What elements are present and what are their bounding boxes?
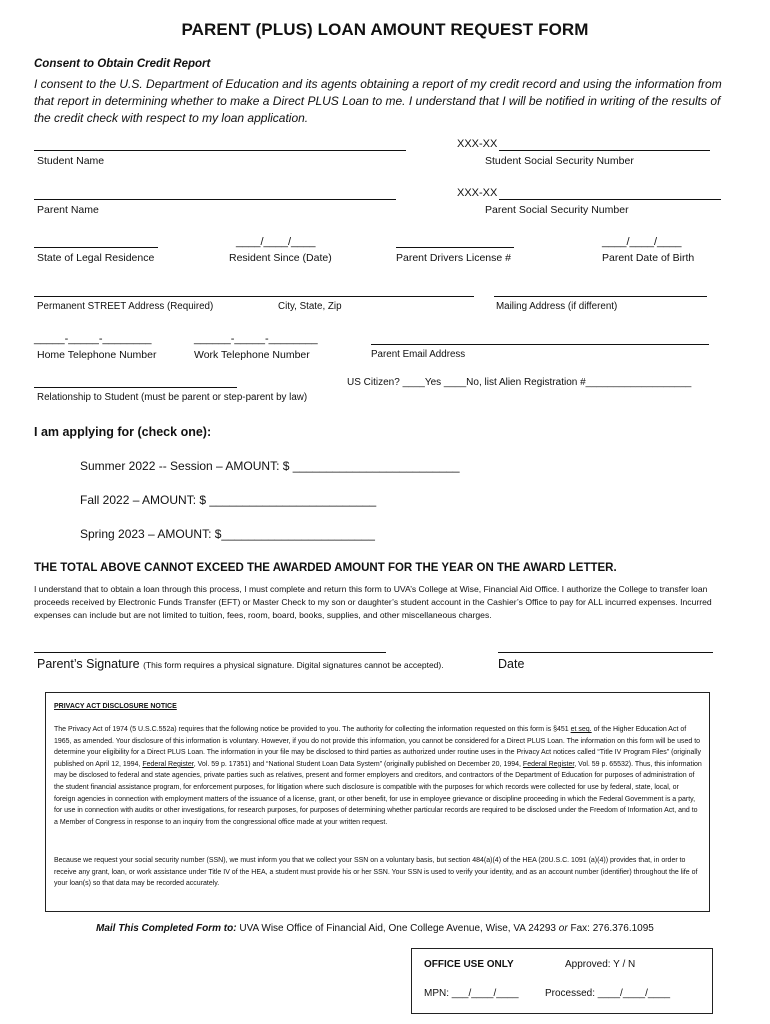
home-phone-label: Home Telephone Number (37, 349, 157, 361)
resident-since-label: Resident Since (Date) (229, 252, 332, 264)
dob-blank[interactable]: ____/____/____ (602, 236, 682, 248)
home-phone-blank[interactable]: _____-_____-________ (34, 333, 152, 345)
privacy-p1-part-b: of the Higher Education Act of 1965, as amended. Your disclosure of this information is voluntary. However, if you do not provide this information, you cannot be considered for a Direct PLUS Loan. The information on this form will be used to determine your eligibility for a Direct PLUS Loan. The information in your file may be disclosed to third parties as authorized under routine uses in the Privacy Act notices called “Title IV Program Files” (originally published on April 12, 1994, (54, 726, 702, 768)
street-address-line[interactable] (34, 296, 474, 297)
privacy-p1-part-a: The Privacy Act of 1974 (5 U.S.C.552a) requires that the following notice be provided to you. The authority for collecting the information requested on this form is §451 (54, 726, 571, 733)
consent-heading: Consent to Obtain Credit Report (34, 58, 211, 70)
mail-address: UVA Wise Office of Financial Aid, One College Avenue, Wise, VA 24293 (236, 923, 559, 934)
option-spring-2023[interactable]: Spring 2023 – AMOUNT: $_______________________ (80, 527, 375, 541)
parent-name-line[interactable] (34, 199, 396, 200)
office-processed: Processed: ____/____/____ (545, 988, 671, 999)
date-line[interactable] (498, 652, 713, 653)
signature-note: (This form requires a physical signature. Digital signatures cannot be accepted). (143, 660, 444, 670)
us-citizen-field[interactable]: US Citizen? ____Yes ____No, list Alien Registration #___________________ (347, 377, 692, 388)
privacy-p1-etseq: et seq. (570, 726, 592, 733)
work-phone-blank[interactable]: ______-_____-________ (194, 333, 318, 345)
drivers-license-label: Parent Drivers License # (396, 252, 511, 264)
relationship-line[interactable] (34, 387, 237, 388)
student-ssn-prefix: XXX-XX (457, 138, 498, 150)
mail-fax: Fax: 276.376.1095 (567, 923, 654, 934)
parent-ssn-prefix: XXX-XX (457, 187, 498, 199)
city-state-zip-label: City, State, Zip (278, 301, 342, 312)
date-label: Date (498, 657, 525, 671)
privacy-p1-part-c: , Vol. 59 p. 17351) and “National Student Loan Data System” (originally published on December 20, 1994, (193, 760, 523, 768)
state-residence-label: State of Legal Residence (37, 252, 155, 264)
mailing-address-line[interactable] (494, 296, 707, 297)
mail-label: Mail This Completed Form to: (96, 923, 237, 934)
parent-email-label: Parent Email Address (371, 349, 466, 360)
student-ssn-label: Student Social Security Number (485, 155, 634, 167)
signature-line[interactable] (34, 652, 386, 653)
office-use-heading: OFFICE USE ONLY (424, 959, 514, 970)
mailing-address-label: Mailing Address (if different) (496, 301, 618, 312)
parent-name-label: Parent Name (37, 204, 99, 216)
privacy-p1-federal-register-1: Federal Register (142, 760, 194, 768)
mail-or: or (558, 923, 568, 934)
work-phone-label: Work Telephone Number (194, 349, 310, 361)
privacy-p1-federal-register-2: Federal Register (522, 760, 575, 768)
office-use-box (411, 948, 713, 1014)
signature-block (37, 657, 444, 671)
drivers-license-line[interactable] (396, 247, 514, 248)
option-fall-2022[interactable]: Fall 2022 – AMOUNT: $ _________________________ (80, 493, 377, 507)
parent-ssn-line[interactable] (499, 199, 721, 200)
applying-heading: I am applying for (check one): (34, 425, 212, 439)
privacy-heading: PRIVACY ACT DISCLOSURE NOTICE (54, 703, 177, 710)
dob-label: Parent Date of Birth (602, 252, 695, 264)
privacy-paragraph-2: Because we request your social security number (SSN), we must inform you that we collect your SSN on a voluntary basis, but section 484(a)(4) of the HEA (20U.S.C. 1091 (a)(4)) provides that, in order to receive any grant, loan, or work assistance under Title IV of the HEA, a student must provide his or her SSN. Your SSN is used to verify your identity, and as an account number (identifier) throughout the life of your loan(s) so that data may be recorded accurately. (54, 857, 698, 888)
resident-since-blank[interactable]: ____/____/____ (236, 236, 316, 248)
privacy-p1-part-d: , Vol. 59 p. 65532). Thus, this information may be disclosed to federal and state agencies, private parties such as relatives, present and former employers and creditors, and contractors of the Department of Education for purposes of administration of the student financial assistance program, for enforcement purposes, for litigation where such disclosure is compatible with the purposes for which records were collected for use by federal, state, local, or foreign agencies in connection with employment matters of the issuance of a license, grant, or other benefit, for use in employee grievance or discipline proceeding in which the Federal Government is a party, for use in connection with audits or other investigations, for research purposes, for purposes of determining whether particular records are required to be disclosed under the Freedom of Information Act, and to a Member of Congress in response to an inquiry from the congressional office made at your written request. (54, 760, 702, 826)
street-address-label: Permanent STREET Address (Required) (37, 301, 214, 312)
privacy-paragraph-1 (54, 724, 702, 828)
option-summer-2022[interactable]: Summer 2022 -- Session – AMOUNT: $ _________________________ (80, 459, 460, 473)
student-ssn-line[interactable] (499, 150, 710, 151)
signature-label: Parent’s Signature (37, 657, 140, 671)
student-name-label: Student Name (37, 155, 105, 167)
consent-text: I consent to the U.S. Department of Education and its agents obtaining a report of my credit record and using the information from that report in determining whether to make a Direct PLUS Loan to me. I understand that I will be notified in writing of the results of the credit check with respect to my loan application. (34, 77, 722, 125)
state-residence-line[interactable] (34, 247, 158, 248)
authorization-text: I understand that to obtain a loan through this process, I must complete and return this form to UVA’s College at Wise, Financial Aid Office. I authorize the College to transfer loan proceeds received by Electronic Funds Transfer (EFT) or Master Check to my son or daughter’s student account in the Cashier’s Office to pay for ALL incurred expenses. Incurred expenses can include but are not limited to tuition, fees, room, board, books, supplies, and other miscellaneous charges. (34, 584, 712, 620)
office-mpn: MPN: ___/____/____ (424, 988, 519, 999)
total-notice: THE TOTAL ABOVE CANNOT EXCEED THE AWARDED AMOUNT FOR THE YEAR ON THE AWARD LETTER. (34, 562, 617, 574)
mail-instructions (96, 923, 654, 934)
parent-email-line[interactable] (371, 344, 709, 345)
office-approved: Approved: Y / N (565, 959, 636, 970)
parent-ssn-label: Parent Social Security Number (485, 204, 629, 216)
form-title: PARENT (PLUS) LOAN AMOUNT REQUEST FORM (181, 20, 589, 39)
student-name-line[interactable] (34, 150, 406, 151)
relationship-label: Relationship to Student (must be parent or step-parent by law) (37, 392, 308, 403)
